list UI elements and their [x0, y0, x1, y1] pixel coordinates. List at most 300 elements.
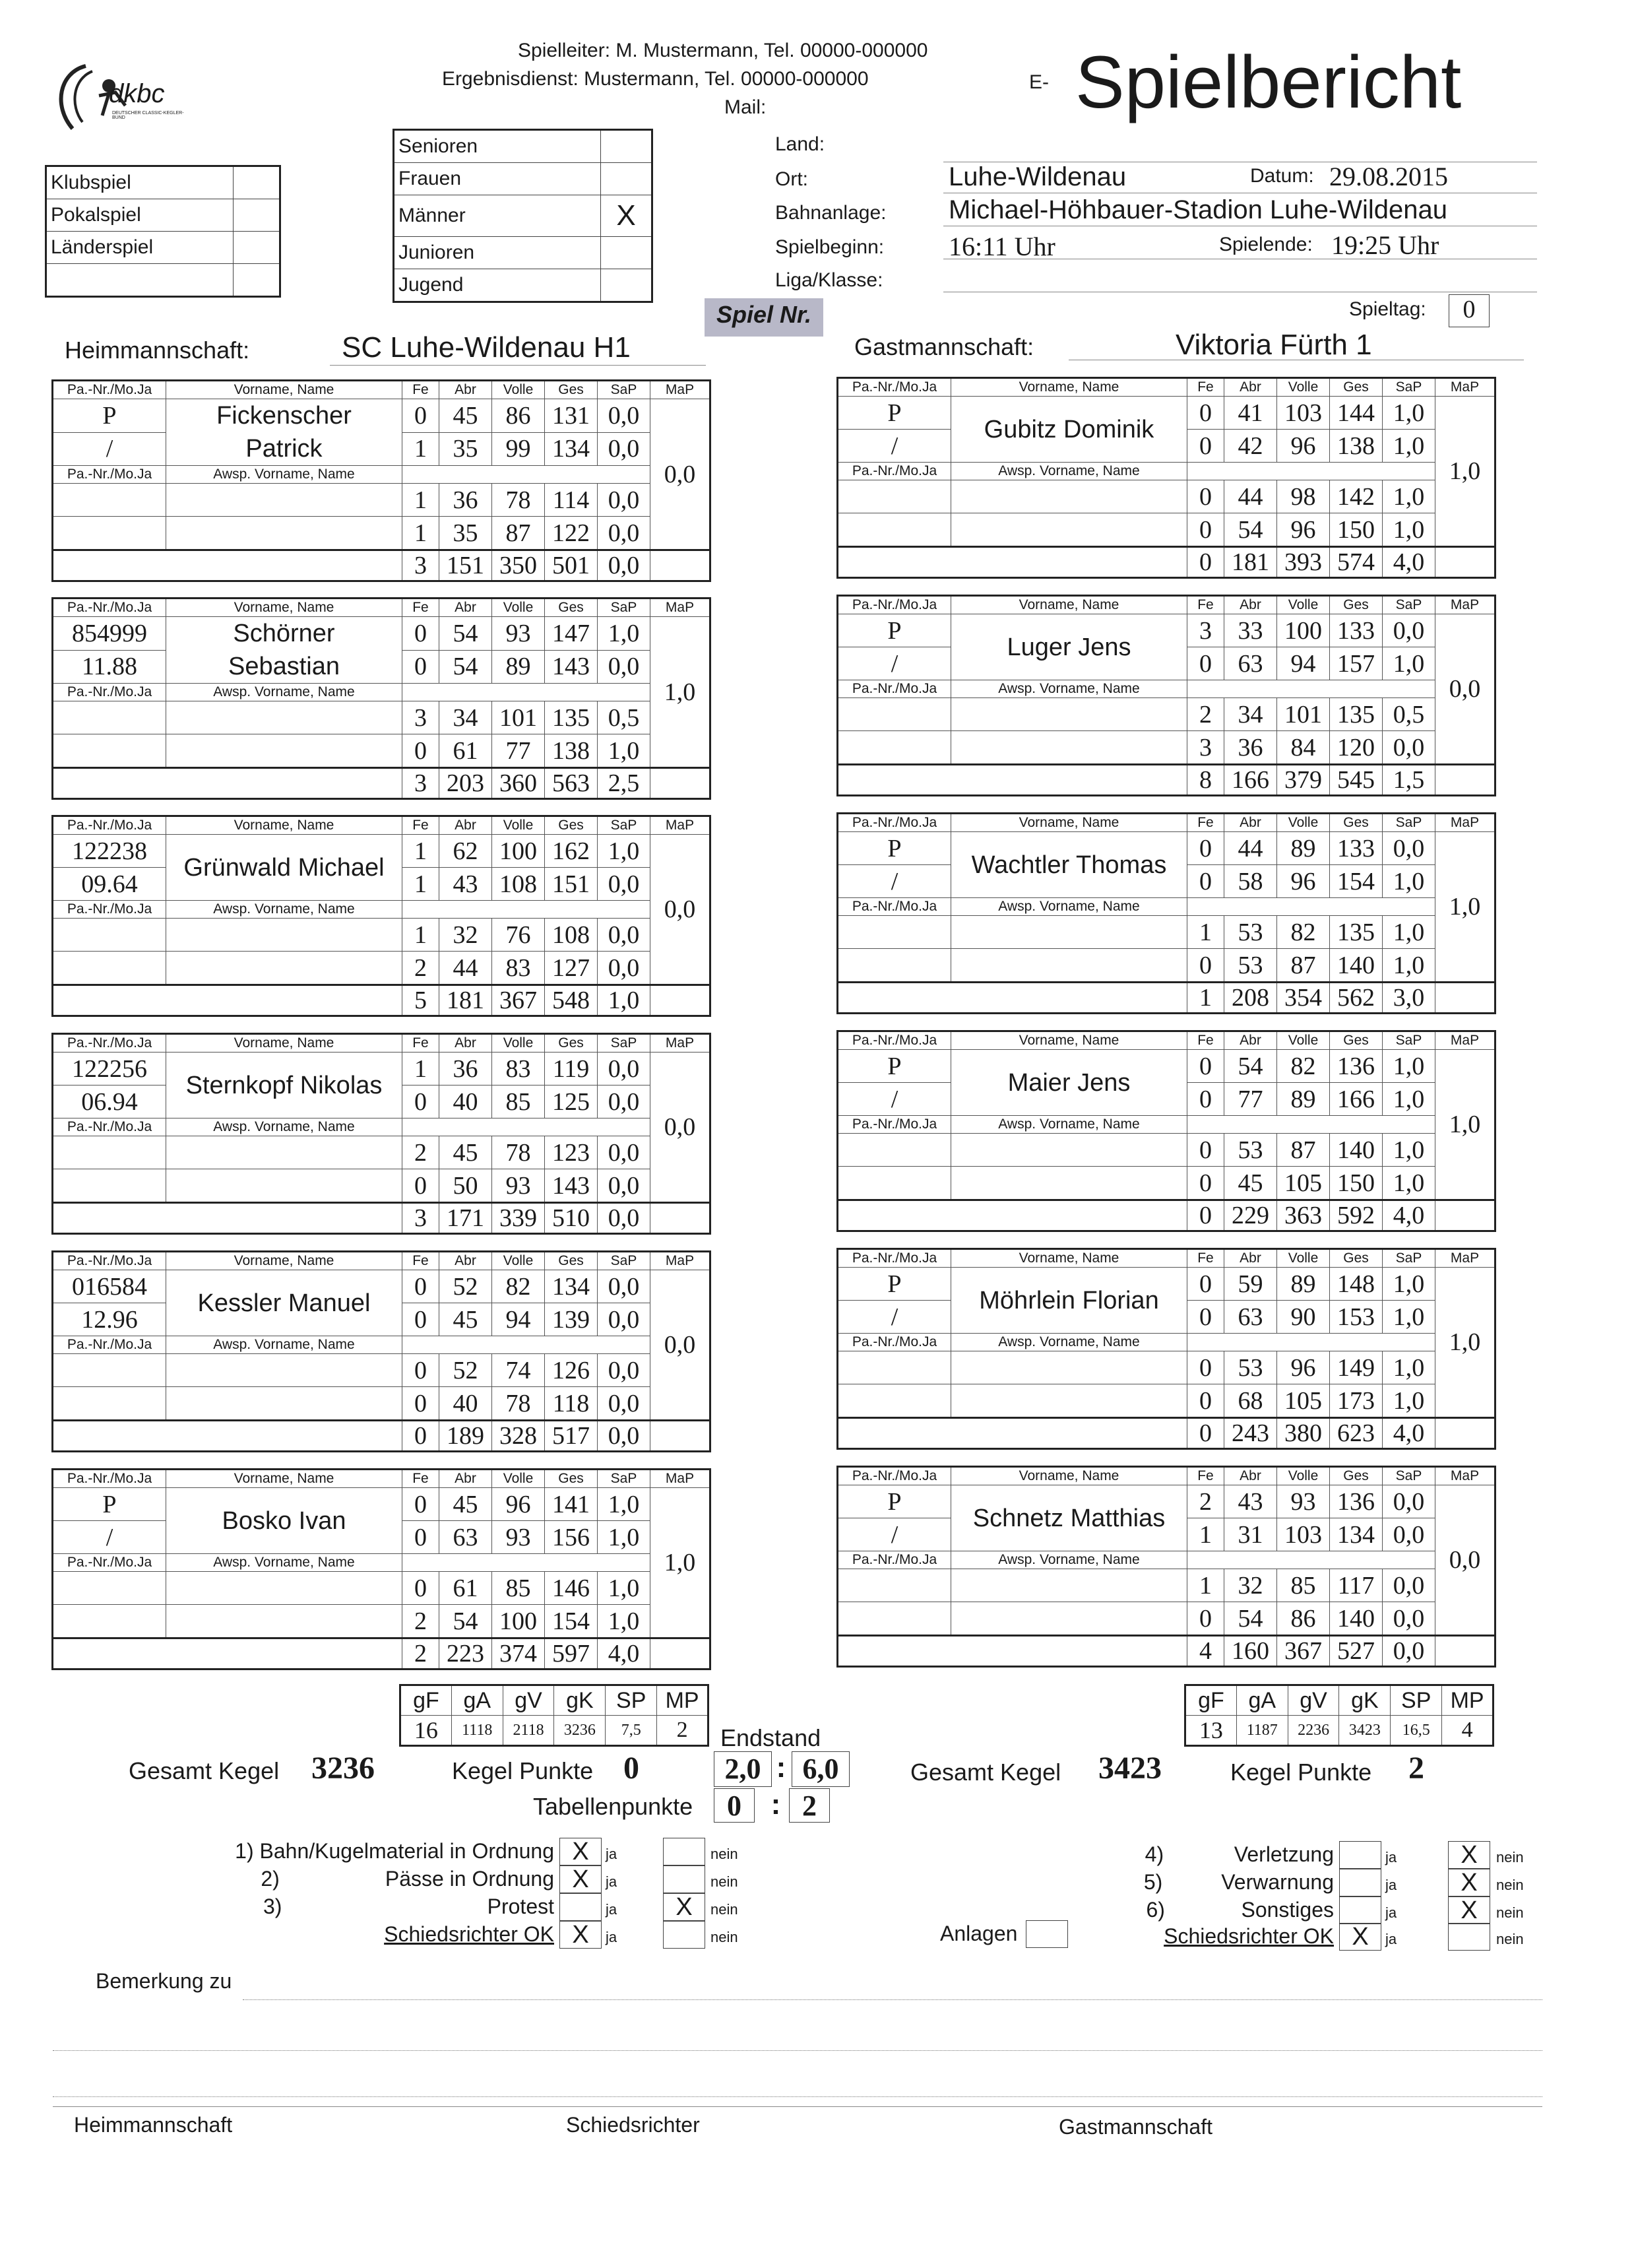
check-left-nein-box[interactable] — [663, 1838, 705, 1865]
cell-fe: 1 — [1187, 1569, 1224, 1602]
cell-fe: 2 — [1187, 698, 1224, 731]
spieltag-value[interactable]: 0 — [1449, 294, 1490, 327]
sum-ges: 623 — [1330, 1418, 1383, 1449]
check-left-ja-box[interactable]: X — [559, 1838, 602, 1865]
cell-abr: 54 — [439, 650, 492, 684]
category-label: Junioren — [394, 237, 601, 269]
category-mark[interactable] — [601, 269, 652, 302]
cell-sap: 1,0 — [1383, 1268, 1435, 1301]
sum-abr: 189 — [439, 1421, 492, 1452]
sum-ges: 517 — [545, 1421, 598, 1452]
summary-header: SP — [606, 1685, 657, 1716]
category-mark[interactable] — [601, 130, 652, 163]
category-label: Frauen — [394, 163, 601, 195]
check-right-nein-box[interactable]: X — [1448, 1869, 1490, 1896]
category-box — [393, 129, 653, 303]
cell-volle: 101 — [492, 701, 545, 734]
substitute-pass — [53, 1387, 166, 1421]
check-left-nein-box[interactable] — [663, 1865, 705, 1893]
check-left-label: 1) Bahn/Kugelmaterial in Ordnung — [235, 1839, 554, 1863]
ja-label: ja — [606, 1901, 617, 1918]
mail-label: Mail: — [724, 96, 767, 118]
player-pass-number: / — [838, 1518, 951, 1551]
cell-fe: 0 — [402, 1354, 439, 1387]
col-header-awsp: Awsp. Vorname, Name — [951, 463, 1187, 480]
cell-abr: 53 — [1224, 1351, 1277, 1384]
cell-fe: 1 — [402, 919, 439, 952]
substitute-name — [166, 734, 402, 768]
col-header-name: Vorname, Name — [166, 599, 402, 617]
cell-ges: 133 — [1330, 832, 1383, 865]
check-right-ja-box[interactable] — [1339, 1869, 1381, 1896]
summary-value: 3423 — [1339, 1716, 1391, 1746]
player-name: Schnetz Matthias — [951, 1485, 1187, 1551]
e-prefix: E- — [1029, 71, 1049, 93]
cell-ges: 140 — [1330, 949, 1383, 983]
col-header-map: MaP — [1435, 596, 1495, 614]
col-header-name: Vorname, Name — [951, 814, 1187, 832]
cell-ges: 133 — [1330, 614, 1383, 647]
substitute-pass — [53, 1572, 166, 1605]
sum-ges: 574 — [1330, 547, 1383, 578]
summary-header: gV — [1288, 1685, 1339, 1716]
player-pass-number: / — [838, 647, 951, 680]
col-header-abr: Abr — [439, 816, 492, 835]
substitute-name — [166, 952, 402, 985]
substitute-pass — [838, 731, 951, 765]
cell-volle: 86 — [1277, 1602, 1330, 1636]
col-header-abr: Abr — [439, 599, 492, 617]
ja-label: ja — [606, 1929, 617, 1945]
cell-ges: 150 — [1330, 513, 1383, 547]
summary-value: 16 — [400, 1716, 452, 1746]
cell-volle: 103 — [1277, 397, 1330, 430]
cell-fe: 0 — [1187, 1384, 1224, 1418]
col-header-pa: Pa.-Nr./Mo.Ja — [838, 1116, 951, 1134]
substitute-name — [951, 916, 1187, 949]
player-name: Wachtler Thomas — [951, 832, 1187, 898]
sum-abr: 151 — [439, 550, 492, 581]
check-left-nein-box[interactable]: X — [663, 1893, 705, 1921]
cell-abr: 36 — [1224, 731, 1277, 765]
col-header-sap: SaP — [1383, 596, 1435, 614]
col-header-name: Vorname, Name — [166, 816, 402, 835]
cell-fe: 0 — [1187, 1351, 1224, 1384]
cell-volle: 84 — [1277, 731, 1330, 765]
cell-fe: 0 — [402, 1387, 439, 1421]
anlagen-checkbox[interactable] — [1026, 1920, 1068, 1948]
cell-abr: 42 — [1224, 430, 1277, 463]
cell-abr: 59 — [1224, 1268, 1277, 1301]
substitute-name — [166, 1387, 402, 1421]
ja-label: ja — [606, 1846, 617, 1862]
cell-volle: 77 — [492, 734, 545, 768]
sum-ges: 501 — [545, 550, 598, 581]
category-mark[interactable] — [601, 237, 652, 269]
cell-volle: 96 — [1277, 865, 1330, 898]
col-header-volle: Volle — [1277, 1249, 1330, 1268]
player-pass-number: 122238 — [53, 835, 166, 868]
player-pass-number: P — [838, 1050, 951, 1083]
player-table — [51, 597, 711, 800]
cell-ges: 125 — [545, 1085, 598, 1118]
tabellenpunkte-guest: 2 — [789, 1788, 830, 1823]
cell-abr: 54 — [439, 1605, 492, 1638]
nein-label: nein — [1496, 1931, 1524, 1947]
col-header-sap: SaP — [1383, 1249, 1435, 1268]
cell-fe: 0 — [402, 399, 439, 433]
col-header-ges: Ges — [545, 1252, 598, 1270]
col-header-fe: Fe — [1187, 1249, 1224, 1268]
cell-sap: 1,0 — [1383, 949, 1435, 983]
cell-sap: 1,0 — [1383, 647, 1435, 680]
cell-ges: 136 — [1330, 1485, 1383, 1518]
home-team-label: Heimmannschaft: — [65, 337, 250, 364]
player-pass-number: P — [838, 832, 951, 865]
cell-abr: 53 — [1224, 916, 1277, 949]
summary-value: 3236 — [554, 1716, 606, 1746]
category-label: Männer — [394, 195, 601, 237]
substitute-pass — [838, 1351, 951, 1384]
guest-gesamt-value: 3423 — [1098, 1751, 1162, 1786]
cell-sap: 0,0 — [598, 432, 650, 466]
col-header-ges: Ges — [545, 381, 598, 399]
summary-value: 13 — [1185, 1716, 1237, 1746]
game-type-label: Klubspiel — [46, 166, 234, 199]
check-right-ja-box[interactable] — [1339, 1841, 1381, 1869]
cell-sap: 0,0 — [598, 484, 650, 517]
col-header-volle: Volle — [492, 381, 545, 399]
cell-volle: 100 — [1277, 614, 1330, 647]
summary-header: gF — [1185, 1685, 1237, 1716]
col-header-abr: Abr — [1224, 378, 1277, 397]
cell-fe: 0 — [402, 1572, 439, 1605]
col-header-awsp: Awsp. Vorname, Name — [951, 1551, 1187, 1569]
game-type-mark[interactable] — [234, 232, 280, 264]
tabellenpunkte-colon: : — [771, 1788, 781, 1821]
cell-ges: 135 — [545, 701, 598, 734]
cell-ges: 138 — [545, 734, 598, 768]
player-map: 1,0 — [650, 1488, 710, 1638]
home-kegelpunkte-label: Kegel Punkte — [452, 1757, 594, 1784]
col-header-pa: Pa.-Nr./Mo.Ja — [53, 1554, 166, 1572]
substitute-pass — [838, 513, 951, 547]
sum-sap: 4,0 — [598, 1638, 650, 1669]
cell-volle: 93 — [492, 617, 545, 651]
ja-label: ja — [1385, 1849, 1397, 1865]
col-header-volle: Volle — [1277, 596, 1330, 614]
cell-fe: 0 — [1187, 647, 1224, 680]
substitute-pass — [53, 1354, 166, 1387]
substitute-name — [951, 1134, 1187, 1167]
remark-line — [53, 2050, 1542, 2051]
cell-abr: 31 — [1224, 1518, 1277, 1551]
cell-ges: 138 — [1330, 430, 1383, 463]
col-header-ges: Ges — [545, 816, 598, 835]
check-left-nein-box[interactable] — [663, 1921, 705, 1949]
col-header-sap: SaP — [598, 381, 650, 399]
col-header-pa: Pa.-Nr./Mo.Ja — [838, 378, 951, 397]
sum-abr: 243 — [1224, 1418, 1277, 1449]
sum-volle: 380 — [1277, 1418, 1330, 1449]
col-header-volle: Volle — [492, 1252, 545, 1270]
col-header-map: MaP — [1435, 1249, 1495, 1268]
cell-abr: 43 — [1224, 1485, 1277, 1518]
col-header-ges: Ges — [545, 1034, 598, 1053]
cell-ges: 154 — [545, 1605, 598, 1638]
cell-sap: 0,0 — [598, 868, 650, 901]
cell-abr: 41 — [1224, 397, 1277, 430]
datum-label: Datum: — [1250, 165, 1314, 187]
tabellenpunkte-home: 0 — [714, 1788, 755, 1823]
cell-sap: 1,0 — [598, 1521, 650, 1554]
player-name: Sternkopf Nikolas — [166, 1053, 402, 1118]
cell-sap: 1,0 — [1383, 397, 1435, 430]
substitute-pass — [838, 480, 951, 513]
cell-abr: 63 — [1224, 647, 1277, 680]
sum-fe: 8 — [1187, 765, 1224, 796]
summary-header: gA — [451, 1685, 503, 1716]
cell-sap: 1,0 — [598, 1572, 650, 1605]
cell-sap: 0,0 — [1383, 614, 1435, 647]
cell-sap: 0,0 — [1383, 1569, 1435, 1602]
summary-value: 2 — [657, 1716, 708, 1746]
cell-ges: 147 — [545, 617, 598, 651]
col-header-pa: Pa.-Nr./Mo.Ja — [53, 1470, 166, 1488]
spielbeginn-label: Spielbeginn: — [775, 236, 885, 258]
cell-fe: 0 — [1187, 480, 1224, 513]
cell-volle: 90 — [1277, 1301, 1330, 1334]
cell-ges: 122 — [545, 517, 598, 550]
cell-fe: 1 — [402, 432, 439, 466]
summary-header: gA — [1236, 1685, 1288, 1716]
col-header-pa: Pa.-Nr./Mo.Ja — [53, 381, 166, 399]
col-header-abr: Abr — [439, 1252, 492, 1270]
cell-sap: 0,0 — [598, 1354, 650, 1387]
sum-sap: 0,0 — [1383, 1636, 1435, 1667]
cell-fe: 0 — [402, 1303, 439, 1336]
summary-value: 1118 — [451, 1716, 503, 1746]
spielleiter-text: Spielleiter: M. Mustermann, Tel. 00000-000000 — [518, 40, 928, 61]
sum-sap: 4,0 — [1383, 1418, 1435, 1449]
cell-abr: 44 — [1224, 480, 1277, 513]
sum-fe: 3 — [402, 550, 439, 581]
cell-sap: 0,0 — [598, 919, 650, 952]
category-label: Senioren — [394, 130, 601, 163]
cell-volle: 89 — [1277, 1083, 1330, 1116]
cell-volle: 78 — [492, 484, 545, 517]
ja-label: ja — [606, 1873, 617, 1890]
cell-ges: 119 — [545, 1053, 598, 1085]
category-mark[interactable]: X — [601, 195, 652, 237]
endstand-label: Endstand — [720, 1724, 821, 1751]
cell-sap: 0,0 — [598, 517, 650, 550]
player-pass-number: / — [838, 1301, 951, 1334]
substitute-name — [166, 1136, 402, 1169]
remark-line — [243, 1999, 1542, 2000]
nein-label: nein — [710, 1873, 738, 1890]
substitute-pass — [838, 949, 951, 983]
cell-fe: 1 — [1187, 1518, 1224, 1551]
cell-ges: 141 — [545, 1488, 598, 1521]
category-label: Jugend — [394, 269, 601, 302]
game-type-mark[interactable] — [234, 199, 280, 232]
col-header-pa: Pa.-Nr./Mo.Ja — [53, 1336, 166, 1354]
col-header-pa: Pa.-Nr./Mo.Ja — [53, 816, 166, 835]
sum-sap: 1,0 — [598, 985, 650, 1016]
substitute-name — [166, 1354, 402, 1387]
cell-ges: 134 — [545, 432, 598, 466]
cell-sap: 1,0 — [598, 617, 650, 651]
cell-fe: 0 — [1187, 1134, 1224, 1167]
cell-abr: 44 — [1224, 832, 1277, 865]
col-header-name: Vorname, Name — [951, 378, 1187, 397]
cell-sap: 0,0 — [598, 952, 650, 985]
cell-abr: 52 — [439, 1270, 492, 1303]
col-header-pa: Pa.-Nr./Mo.Ja — [53, 1252, 166, 1270]
summary-header: gK — [554, 1685, 606, 1716]
cell-volle: 82 — [1277, 1050, 1330, 1083]
check-right-nein-box[interactable]: X — [1448, 1841, 1490, 1869]
cell-sap: 0,5 — [1383, 698, 1435, 731]
cell-fe: 0 — [1187, 1301, 1224, 1334]
check-left-ja-box[interactable]: X — [559, 1921, 602, 1949]
substitute-pass — [53, 484, 166, 517]
spielende-value: 19:25 Uhr — [1331, 230, 1439, 260]
endstand-guest: 6,0 — [792, 1751, 850, 1787]
cell-volle: 89 — [1277, 1268, 1330, 1301]
cell-volle: 87 — [492, 517, 545, 550]
player-table — [51, 379, 711, 582]
cell-fe: 1 — [402, 868, 439, 901]
cell-sap: 1,0 — [1383, 865, 1435, 898]
cell-fe: 1 — [1187, 916, 1224, 949]
substitute-name — [951, 731, 1187, 765]
summary-header: MP — [657, 1685, 708, 1716]
home-kegelpunkte-value: 0 — [623, 1751, 639, 1786]
col-header-name: Vorname, Name — [166, 1034, 402, 1053]
sum-fe: 5 — [402, 985, 439, 1016]
substitute-pass — [838, 1569, 951, 1602]
col-header-map: MaP — [1435, 378, 1495, 397]
cell-abr: 54 — [1224, 1050, 1277, 1083]
nein-label: nein — [710, 1929, 738, 1945]
col-header-sap: SaP — [1383, 814, 1435, 832]
col-header-fe: Fe — [1187, 1467, 1224, 1485]
sum-fe: 0 — [1187, 1418, 1224, 1449]
col-header-name: Vorname, Name — [166, 1252, 402, 1270]
substitute-pass — [53, 517, 166, 550]
col-header-pa: Pa.-Nr./Mo.Ja — [838, 596, 951, 614]
cell-ges: 140 — [1330, 1134, 1383, 1167]
cell-volle: 94 — [1277, 647, 1330, 680]
cell-volle: 89 — [492, 650, 545, 684]
cell-fe: 0 — [402, 1270, 439, 1303]
cell-ges: 162 — [545, 835, 598, 868]
cell-fe: 0 — [402, 1521, 439, 1554]
cell-sap: 0,0 — [1383, 1602, 1435, 1636]
cell-volle: 82 — [1277, 916, 1330, 949]
col-header-fe: Fe — [1187, 378, 1224, 397]
check-left-ja-box[interactable] — [559, 1893, 602, 1921]
check-right-label: 4) Verletzung — [1145, 1842, 1334, 1866]
col-header-sap: SaP — [1383, 1031, 1435, 1050]
cell-ges: 140 — [1330, 1602, 1383, 1636]
home-summary-table — [399, 1684, 709, 1747]
player-table — [51, 1250, 711, 1452]
substitute-pass — [53, 952, 166, 985]
cell-volle: 105 — [1277, 1384, 1330, 1418]
cell-volle: 99 — [492, 432, 545, 466]
player-map: 0,0 — [1435, 614, 1495, 765]
nein-label: nein — [1496, 1904, 1524, 1921]
col-header-awsp: Awsp. Vorname, Name — [951, 680, 1187, 698]
cell-abr: 34 — [439, 701, 492, 734]
game-type-label: Länderspiel — [46, 232, 234, 264]
ergebnisdienst-text: Ergebnisdienst: Mustermann, Tel. 00000-000000 — [442, 68, 869, 90]
col-header-pa: Pa.-Nr./Mo.Ja — [838, 680, 951, 698]
dkbc-logo — [46, 59, 185, 139]
game-type-box — [45, 165, 281, 298]
col-header-name: Vorname, Name — [166, 1470, 402, 1488]
check-left-ja-box[interactable]: X — [559, 1865, 602, 1893]
check-right-ja-box[interactable] — [1339, 1896, 1381, 1924]
sum-ges: 592 — [1330, 1200, 1383, 1231]
cell-sap: 0,0 — [598, 1136, 650, 1169]
col-header-awsp: Awsp. Vorname, Name — [166, 1554, 402, 1572]
cell-volle: 78 — [492, 1136, 545, 1169]
summary-value: 4 — [1442, 1716, 1494, 1746]
guest-gesamt-label: Gesamt Kegel — [910, 1759, 1061, 1786]
col-header-name: Vorname, Name — [951, 1031, 1187, 1050]
col-header-pa: Pa.-Nr./Mo.Ja — [838, 1334, 951, 1351]
substitute-pass — [838, 1134, 951, 1167]
substitute-name — [166, 1169, 402, 1203]
ort-label: Ort: — [775, 168, 808, 190]
col-header-abr: Abr — [1224, 596, 1277, 614]
player-map: 1,0 — [650, 617, 710, 768]
anlagen-label: Anlagen — [940, 1922, 1018, 1945]
check-right-ja-box[interactable]: X — [1339, 1923, 1381, 1951]
sum-fe: 3 — [402, 1203, 439, 1234]
player-map: 1,0 — [1435, 1050, 1495, 1200]
cell-abr: 33 — [1224, 614, 1277, 647]
col-header-pa: Pa.-Nr./Mo.Ja — [53, 466, 166, 484]
cell-sap: 1,0 — [1383, 1083, 1435, 1116]
substitute-pass — [838, 1602, 951, 1636]
cell-fe: 0 — [402, 1169, 439, 1203]
cell-fe: 3 — [402, 701, 439, 734]
check-right-nein-box[interactable]: X — [1448, 1896, 1490, 1924]
substitute-pass — [53, 919, 166, 952]
cell-sap: 1,0 — [598, 1605, 650, 1638]
cell-volle: 98 — [1277, 480, 1330, 513]
player-pass-number: / — [53, 432, 166, 466]
col-header-abr: Abr — [439, 1034, 492, 1053]
col-header-fe: Fe — [402, 1470, 439, 1488]
check-right-nein-box[interactable] — [1448, 1923, 1490, 1951]
sum-fe: 3 — [402, 768, 439, 799]
cell-volle: 76 — [492, 919, 545, 952]
cell-sap: 0,0 — [598, 399, 650, 433]
col-header-awsp: Awsp. Vorname, Name — [166, 684, 402, 701]
game-type-mark[interactable] — [234, 166, 280, 199]
cell-fe: 0 — [402, 734, 439, 768]
check-right-label: 5) Verwarnung — [1143, 1870, 1334, 1894]
col-header-ges: Ges — [545, 599, 598, 617]
cell-fe: 0 — [402, 1488, 439, 1521]
category-mark[interactable] — [601, 163, 652, 195]
